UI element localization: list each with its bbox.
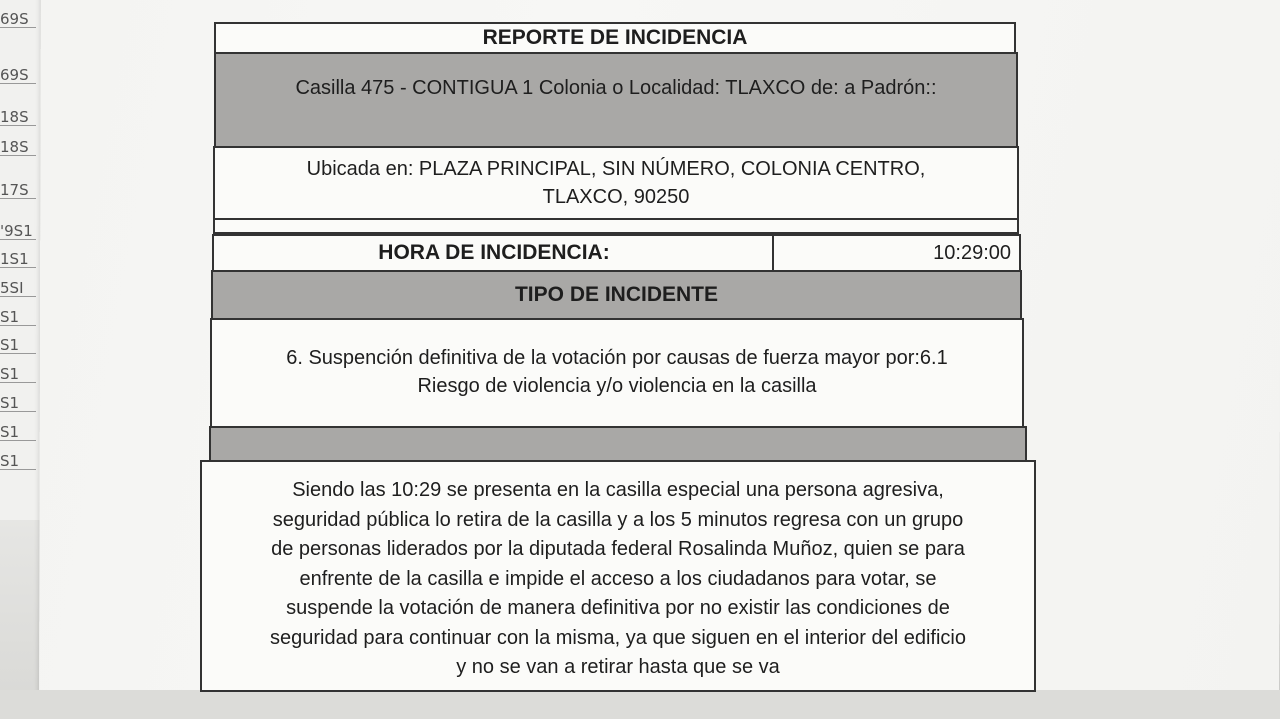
description-line: Siendo las 10:29 se presenta en la casilla especial una persona agresiva, [292,479,944,501]
casilla-info-row [214,52,1018,148]
incident-description-row [200,460,1036,692]
margin-fragment: '9S1 [0,224,36,240]
margin-fragment: S1 [0,396,36,412]
margin-fragment: 69S [0,12,36,28]
incident-type-line-2: Riesgo de violencia y/o violencia en la casilla [417,375,817,397]
incident-type-line-1: 6. Suspención definitiva de la votación por causas de fuerza mayor por:6.1 [286,347,948,369]
incident-type-heading: TIPO DE INCIDENTE [211,270,1022,320]
description-line: suspende la votación de manera definitiva por no existir las condiciones de [286,597,950,619]
margin-fragment: 18S [0,140,36,156]
description-line: seguridad pública lo retira de la casilla y a los 5 minutos regresa con un grupo [272,508,964,531]
margin-fragment: 17S [0,183,36,199]
incident-type-row [210,318,1024,428]
incident-time-label: HORA DE INCIDENCIA: [212,234,774,272]
description-line: y no se van a retirar hasta que se va [456,656,780,678]
location-row [213,146,1019,220]
description-line: seguridad para continuar con la misma, ya que siguen en el interior del edificio [270,626,966,649]
margin-fragment: S1 [0,367,36,383]
margin-fragment: S1 [0,454,36,470]
spacer-row [213,218,1019,234]
description-line: enfrente de la casilla e impide el acceso a los ciudadanos para votar, se [299,567,937,590]
location-line-2: TLAXCO, 90250 [542,186,690,208]
margin-fragment: S1 [0,338,36,354]
report-title: REPORTE DE INCIDENCIA [214,22,1016,54]
margin-fragment: 5SI [0,281,36,297]
description-line: de personas liderados por la diputada federal Rosalinda Muñoz, quien se para [271,538,965,560]
margin-fragment: S1 [0,310,36,326]
margin-fragment: 18S [0,110,36,126]
margin-fragment: S1 [0,425,36,441]
location-line-1: Ubicada en: PLAZA PRINCIPAL, SIN NÚMERO, COLONIA CENTRO, [306,158,926,180]
margin-fragment: 69S [0,68,36,84]
casilla-line: Casilla 475 - CONTIGUA 1 Colonia o Localidad: TLAXCO de: a Padrón:: [295,77,937,99]
incident-time-value: 10:29:00 [772,234,1021,272]
gray-separator-row [209,426,1027,462]
margin-fragment: 1S1 [0,252,36,268]
